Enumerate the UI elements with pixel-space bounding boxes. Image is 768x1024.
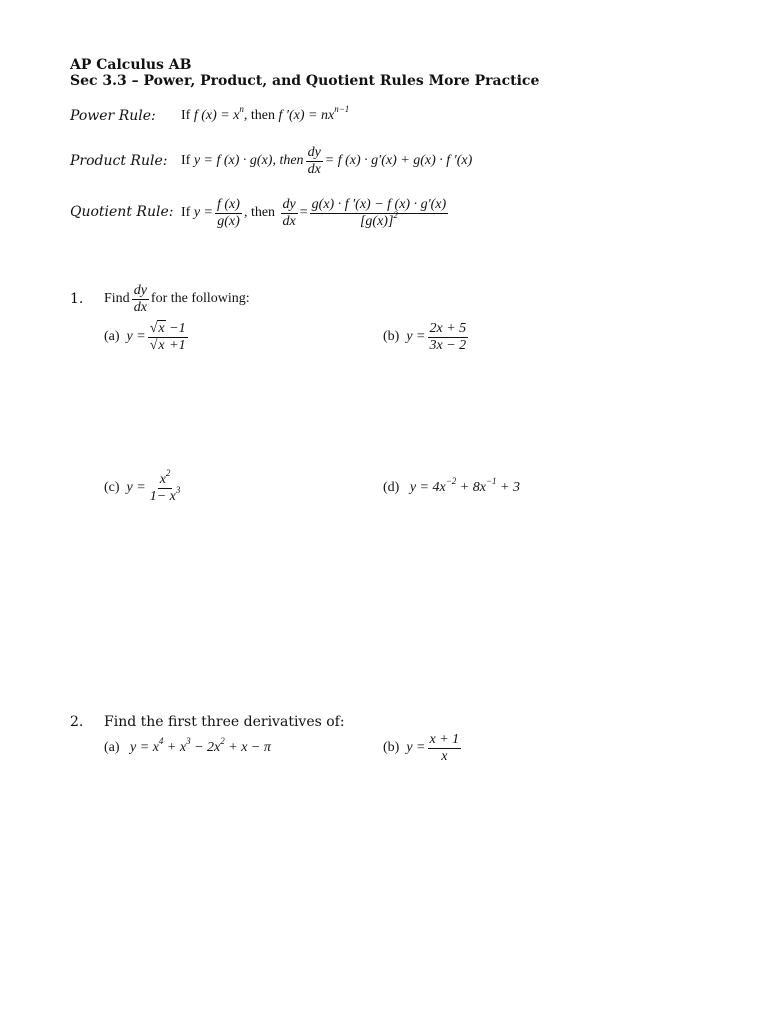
quotient-y: y =	[193, 205, 213, 220]
problem-2b-label: (b)	[383, 740, 400, 755]
power-rule-label: Power Rule:	[70, 108, 156, 124]
product-rule-label: Product Rule:	[70, 153, 168, 169]
problem-2b-fraction	[428, 733, 462, 764]
power-rule-formula	[181, 104, 350, 124]
problem-1-prompt-tail: for the following:	[150, 291, 250, 306]
problem-1-dy: dy	[133, 282, 147, 298]
problem-2b-numerator: x + 1	[429, 731, 460, 747]
problem-2a-label: (a)	[104, 740, 120, 755]
quotient-result-denominator: [g(x)]	[359, 213, 394, 229]
problem-2b-y: y =	[406, 740, 426, 755]
problem-1c	[104, 467, 184, 506]
problem-1c-numerator: x	[159, 471, 166, 487]
problem-2a-exp-1: 4	[158, 736, 164, 746]
quotient-result-exp: 2	[393, 209, 398, 220]
problem-2a-term-1: y = x	[130, 740, 159, 755]
problem-2a-exp-3: 2	[220, 736, 225, 746]
problem-1c-den-exp: 3	[175, 484, 181, 495]
problem-1c-num-exp: 2	[165, 467, 171, 478]
problem-1a-num-radicand: x	[158, 320, 165, 336]
problem-1a-den-radicand: x	[158, 337, 165, 353]
power-then: , then	[243, 108, 276, 123]
problem-2a	[104, 736, 271, 756]
quotient-dx: dx	[282, 213, 296, 229]
problem-1a	[104, 318, 190, 356]
problem-2-prompt: Find the first three derivatives of:	[104, 714, 345, 730]
problem-1c-denominator: 1− x	[149, 488, 176, 504]
problem-2a-term-3: − 2x	[190, 740, 221, 755]
quotient-result-numerator: g(x) · f ′(x) − f (x) · g′(x)	[311, 196, 447, 212]
quotient-fg-fraction	[215, 198, 242, 229]
power-if-text: If	[181, 108, 191, 123]
product-dy: dy	[307, 144, 321, 160]
problem-1b-denominator: 3x − 2	[429, 337, 467, 353]
problem-1-dydx	[132, 284, 149, 315]
problem-1d-term-3: + 3	[496, 480, 520, 495]
problem-1d-term-1: y = 4x	[409, 480, 446, 495]
problem-1-find: Find	[104, 291, 130, 306]
problem-1-prompt	[104, 281, 250, 317]
problem-1b	[383, 318, 470, 356]
problem-1a-label: (a)	[104, 329, 120, 344]
problem-1a-fraction: $\frac{√x -1}{√x +1}$	[149, 320, 186, 353]
problem-2a-term-4: + x − π	[224, 740, 271, 755]
quotient-g: g(x)	[217, 213, 240, 229]
problem-2b	[383, 730, 463, 766]
problem-1b-label: (b)	[383, 329, 400, 344]
problem-1b-fraction	[428, 322, 469, 353]
problem-2b-denominator: x	[441, 748, 448, 764]
problem-1d-label: (d)	[383, 480, 400, 495]
problem-1c-y: y =	[126, 480, 146, 495]
problem-1d-exp-1: −2	[445, 476, 457, 486]
quotient-rule-formula	[181, 194, 450, 232]
power-derivative: f ′(x) = nx	[278, 108, 335, 123]
quotient-rule-label: Quotient Rule:	[70, 204, 174, 220]
problem-1-dx: dx	[133, 299, 147, 315]
problem-1a-y: y =	[126, 329, 146, 344]
problem-1a-num-tail: −1	[165, 320, 186, 336]
problem-2a-exp-2: 3	[186, 736, 191, 746]
problem-2-number: 2.	[70, 714, 84, 730]
product-expr: y = f (x) · g(x), then	[193, 153, 304, 168]
quotient-if-text: If	[181, 205, 191, 220]
product-dydx	[306, 146, 323, 177]
problem-1c-label: (c)	[104, 480, 120, 495]
problem-1d	[383, 476, 520, 496]
problem-1d-exp-2: −1	[485, 476, 497, 486]
problem-1a-den-tail: +1	[165, 337, 186, 353]
problem-1d-term-2: + 8x	[456, 480, 486, 495]
problem-1c-fraction	[148, 467, 183, 504]
section-title: Sec 3.3 – Power, Product, and Quotient Rules More Practice	[70, 73, 540, 89]
power-exp-n: n	[239, 104, 244, 114]
product-dx: dx	[307, 161, 321, 177]
quotient-dydx	[281, 198, 298, 229]
problem-1b-y: y =	[406, 329, 426, 344]
quotient-equals: =	[299, 205, 308, 220]
product-rhs: = f (x) · g′(x) + g(x) · f ′(x)	[324, 153, 473, 168]
problem-2a-term-2: + x	[163, 740, 187, 755]
course-title: AP Calculus AB	[70, 57, 192, 73]
product-rule-formula	[181, 143, 472, 179]
power-fx: f (x) = x	[193, 108, 240, 123]
problem-1b-numerator: 2x + 5	[429, 320, 467, 336]
quotient-f: f (x)	[217, 196, 240, 212]
quotient-then: , then	[243, 205, 276, 220]
problem-1-number: 1.	[70, 291, 84, 307]
power-exp-n-minus-1: n−1	[334, 104, 350, 114]
product-if-text: If	[181, 153, 191, 168]
quotient-dy: dy	[282, 196, 296, 212]
quotient-result-fraction	[310, 198, 449, 229]
